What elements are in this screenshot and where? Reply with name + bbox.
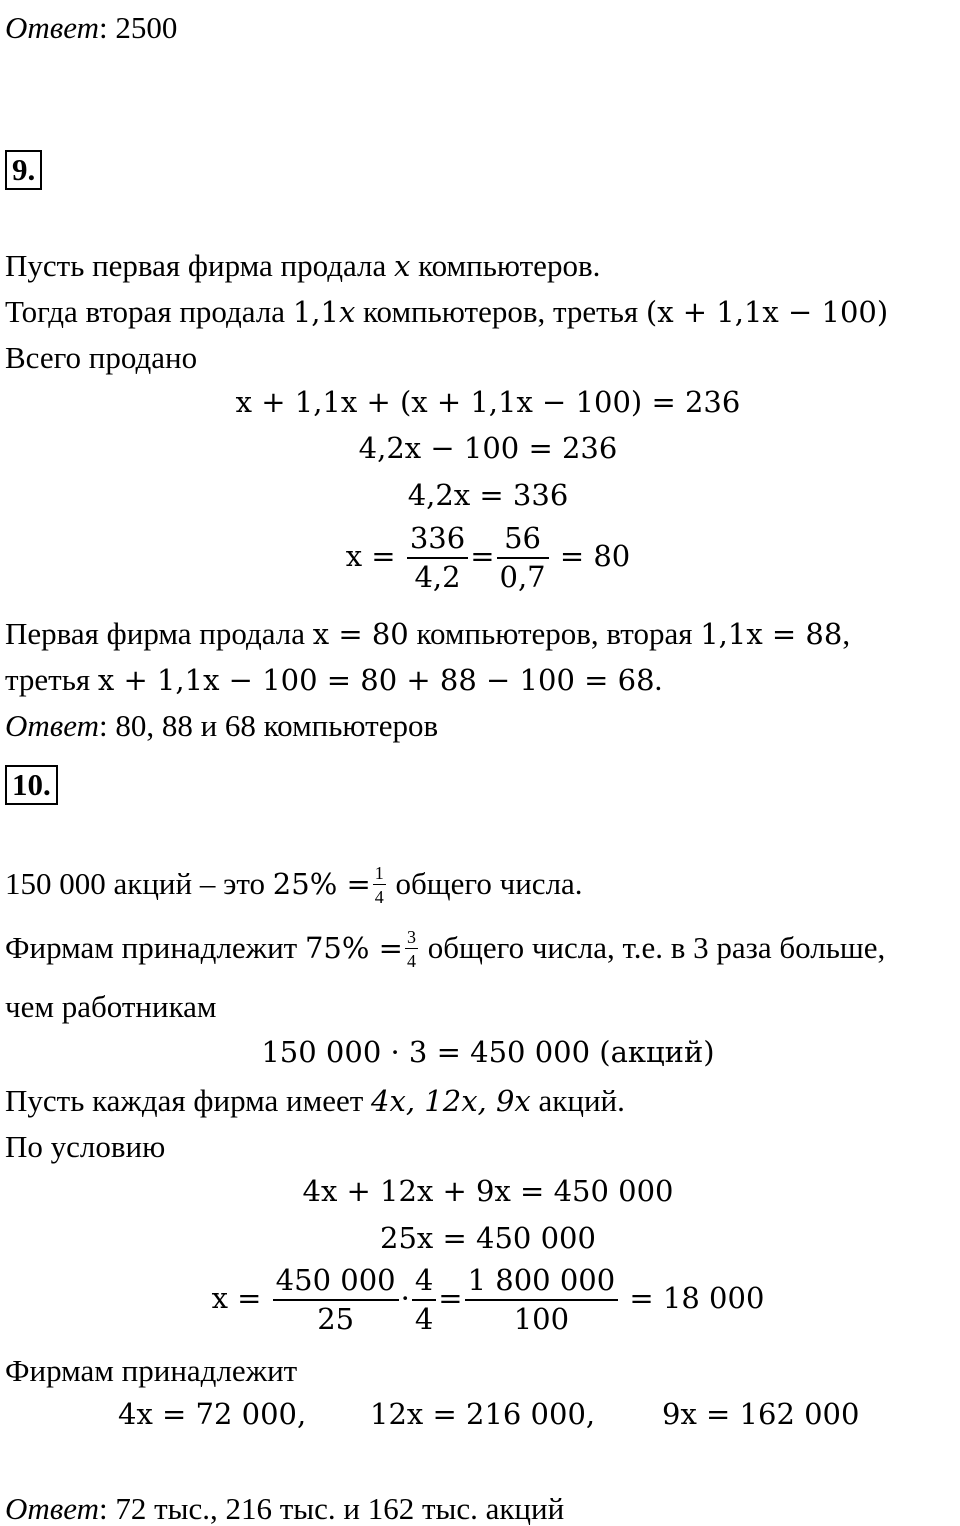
task-number-9: 9. xyxy=(5,150,42,190)
answer-label: Ответ xyxy=(5,10,99,45)
task10-line1: 150 000 акций – это 25% = $\frac{1}{4}$ общего числа. xyxy=(5,863,583,907)
task10-line3: чем работникам xyxy=(5,989,217,1024)
task9-line3: Всего продано xyxy=(5,340,198,375)
task10-equation-4: x = $\frac{450 000}{25}$ · $\frac{4}{4}$ = $\frac{1 800 000}{100}$ = 18 000 xyxy=(211,1263,765,1336)
task10-line4: Пусть каждая фирма имеет 4x, 12x, 9x акций. xyxy=(5,1083,625,1118)
task10-equation-3: 25x = 450 000 xyxy=(380,1221,596,1255)
task10-line6: Фирмам принадлежит xyxy=(5,1353,298,1388)
answer-label: Ответ xyxy=(5,708,99,743)
fraction: $\frac{56}{0,7}$ xyxy=(497,524,549,592)
answer-label: Ответ xyxy=(5,1491,99,1526)
fraction: $\frac{1 800 000}{100}$ xyxy=(465,1266,619,1334)
task9-result-2: третья x + 1,1x − 100 = 80 + 88 − 100 = 68. xyxy=(5,662,663,697)
answer-value: : 2500 xyxy=(98,10,178,45)
fraction: $\frac{4}{4}$ xyxy=(412,1266,436,1334)
fraction: $\frac{336}{4,2}$ xyxy=(407,524,468,592)
task9-line1: Пусть первая фирма продала x компьютеров. xyxy=(5,248,601,283)
task9-line2: Тогда вторая продала 1,1x компьютеров, третья (x + 1,1x − 100) xyxy=(5,294,889,329)
task9-equation-3: 4,2x = 336 xyxy=(407,478,569,512)
answer-value: : 72 тыс., 216 тыс. и 162 тыс. акций xyxy=(98,1491,565,1526)
task9-equation-1: x + 1,1x + (x + 1,1x − 100) = 236 xyxy=(235,385,741,419)
fraction: $\frac{450 000}{25}$ xyxy=(273,1266,399,1334)
fraction: $\frac{1}{4}$ xyxy=(374,863,384,907)
task10-line5: По условию xyxy=(5,1129,166,1164)
task9-equation-4: x = $\frac{336}{4,2}$ = $\frac{56}{0,7}$ = 80 xyxy=(345,521,631,594)
answer-value: : 80, 88 и 68 компьютеров xyxy=(98,708,439,743)
task10-equation-2: 4x + 12x + 9x = 450 000 xyxy=(302,1174,674,1208)
task10-result-b: 12x = 216 000, xyxy=(370,1397,596,1431)
top-answer xyxy=(5,12,177,43)
task9-result-1: Первая фирма продала x = 80 компьютеров, вторая 1,1x = 88, xyxy=(5,616,851,651)
task10-result-a: 4x = 72 000, xyxy=(118,1397,307,1431)
task9-answer xyxy=(5,710,438,741)
fraction: $\frac{3}{4}$ xyxy=(406,927,416,971)
task10-result-c: 9x = 162 000 xyxy=(662,1397,860,1431)
task10-answer xyxy=(5,1493,564,1524)
task9-equation-2: 4,2x − 100 = 236 xyxy=(358,431,618,465)
task10-equation-1: 150 000 · 3 = 450 000 (акций) xyxy=(261,1035,715,1069)
task-number-10: 10. xyxy=(5,765,58,805)
task10-line2: Фирмам принадлежит 75% = $\frac{3}{4}$ общего числа, т.е. в 3 раза больше, xyxy=(5,927,886,971)
